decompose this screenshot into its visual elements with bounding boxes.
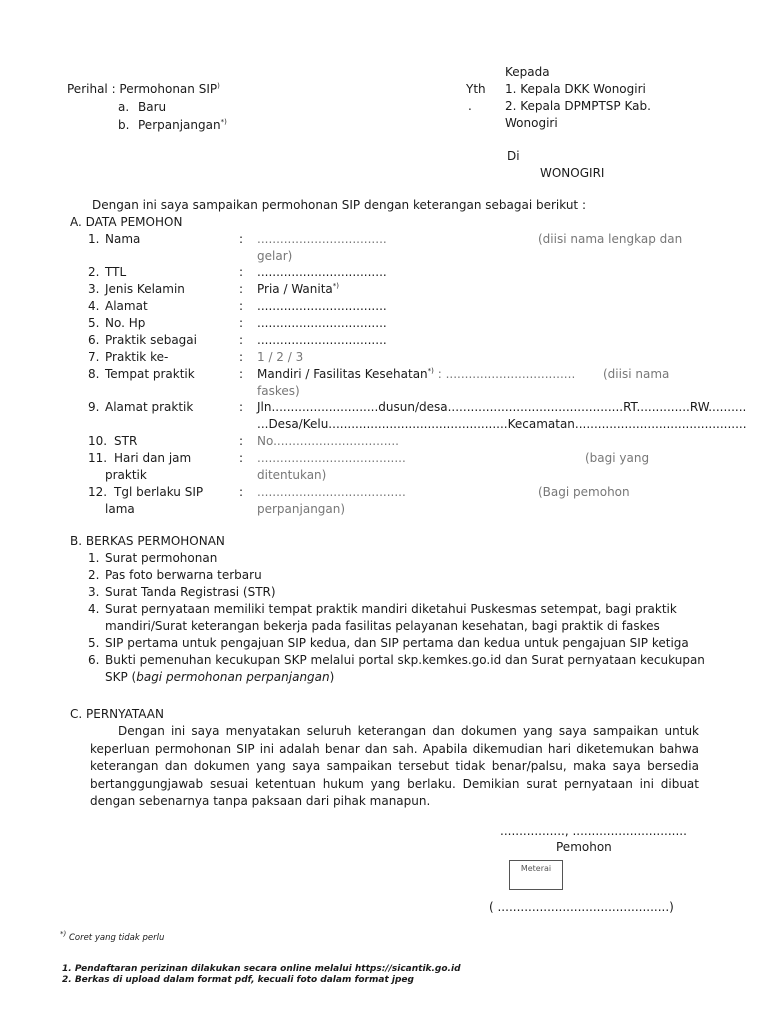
field-colon: : bbox=[239, 350, 244, 364]
field-value-text: Pria / Wanita bbox=[257, 282, 333, 296]
field-value bbox=[257, 399, 746, 416]
field-value bbox=[257, 332, 387, 349]
field-value-text: 1 / 2 / 3 bbox=[257, 350, 304, 364]
field-note: (Bagi pemohon bbox=[538, 485, 630, 499]
field-value-text: Jln............................dusun/desa..............................................RT..............RW.......... bbox=[257, 400, 747, 414]
field-value-text: ....................................... bbox=[257, 451, 406, 465]
perihal-sup: ) bbox=[217, 82, 220, 90]
field-label: Alamat bbox=[105, 299, 148, 313]
field-number: 2. bbox=[88, 265, 100, 279]
field-colon: : bbox=[239, 451, 244, 465]
field-note: (diisi nama bbox=[603, 367, 670, 381]
intro-text: Dengan ini saya sampaikan permohonan SIP dengan keterangan sebagai berikut : bbox=[92, 198, 586, 212]
field-value-text: No................................. bbox=[257, 434, 399, 448]
pernyataan-paragraph: Dengan ini saya menyatakan seluruh keterangan dan dokumen yang saya sampaikan untuk keperluan permohonan SIP ini adalah benar dan sah. Apabila dikemudian hari diketemukan bahwa keterangan dan dokumen yang saya sampaikan tersebut tidak benar/palsu, maka saya bersedia bertanggungjawab sesuai ketentuan hukum yang berlaku. Demikian surat pernyataan ini dibuat dengan sebenarnya tanpa paksaan dari pihak manapun. bbox=[90, 724, 699, 808]
section-c-title: C. PERNYATAAN bbox=[70, 707, 164, 721]
field-label: STR bbox=[114, 434, 138, 448]
berkas-item: Surat Tanda Registrasi (STR) bbox=[105, 585, 276, 599]
field-value-sup: *) bbox=[332, 282, 340, 290]
field-label: Nama bbox=[105, 232, 141, 246]
field-value-text: .................................. bbox=[257, 299, 387, 313]
field-label: Alamat praktik bbox=[105, 400, 194, 414]
field-number: 11. bbox=[88, 451, 108, 465]
field-note-cont: faskes) bbox=[257, 384, 300, 398]
field-number: 5. bbox=[88, 316, 100, 330]
field-label-cont: praktik bbox=[105, 468, 147, 482]
field-value bbox=[257, 298, 387, 315]
option-b-marker: b. bbox=[118, 118, 130, 132]
field-note: (diisi nama lengkap dan bbox=[538, 232, 683, 246]
footnote-2: 2. Berkas di upload dalam format pdf, kecuali foto dalam format jpeg bbox=[62, 975, 414, 985]
berkas-item-cont bbox=[105, 669, 334, 686]
signature-name-line: ( .............................................) bbox=[489, 900, 674, 914]
field-colon: : bbox=[239, 265, 244, 279]
kepada-label: Kepada bbox=[505, 65, 550, 79]
field-colon: : bbox=[239, 485, 244, 499]
field-value-text: .................................. bbox=[257, 333, 387, 347]
recipient-2: 2. Kepala DPMPTSP Kab. bbox=[505, 99, 651, 113]
field-value-sup: *) bbox=[427, 367, 434, 375]
meterai-box: Meterai bbox=[509, 860, 563, 890]
field-value-text: .................................. bbox=[257, 265, 387, 279]
field-label: Praktik sebagai bbox=[105, 333, 197, 347]
place-date: ................., .............................. bbox=[500, 824, 687, 838]
field-number: 8. bbox=[88, 367, 100, 381]
field-value bbox=[257, 366, 575, 383]
field-label: Tempat praktik bbox=[105, 367, 195, 381]
field-number: 3. bbox=[88, 282, 100, 296]
field-colon: : bbox=[239, 299, 244, 313]
field-value bbox=[257, 433, 399, 450]
di-label: Di bbox=[507, 149, 520, 163]
field-note: (bagi yang bbox=[585, 451, 650, 465]
field-note-cont: perpanjangan) bbox=[257, 502, 346, 516]
berkas-number: 4. bbox=[88, 602, 100, 616]
field-value bbox=[257, 315, 387, 332]
field-colon: : bbox=[239, 333, 244, 347]
footnote-1: 1. Pendaftaran perizinan dilakukan secara online melalui https://sicantik.go.id bbox=[62, 964, 461, 974]
field-label: TTL bbox=[105, 265, 127, 279]
berkas-number: 2. bbox=[88, 568, 100, 582]
field-number: 1. bbox=[88, 232, 100, 246]
field-note-cont: gelar) bbox=[257, 249, 293, 263]
option-b-label: Perpanjangan bbox=[138, 118, 221, 132]
berkas-number: 6. bbox=[88, 653, 100, 667]
berkas-item: SIP pertama untuk pengajuan SIP kedua, dan SIP pertama dan kedua untuk pengajuan SIP ketiga bbox=[105, 636, 689, 650]
field-note-cont: ditentukan) bbox=[257, 468, 327, 482]
field-value bbox=[257, 484, 406, 501]
field-label: Praktik ke- bbox=[105, 350, 169, 364]
option-a-marker: a. bbox=[118, 100, 130, 114]
section-b-title: B. BERKAS PERMOHONAN bbox=[70, 534, 225, 548]
field-number: 10. bbox=[88, 434, 108, 448]
field-colon: : bbox=[239, 367, 244, 381]
field-label-cont: lama bbox=[105, 502, 135, 516]
field-label: Hari dan jam bbox=[114, 451, 192, 465]
field-number: 4. bbox=[88, 299, 100, 313]
field-colon: : bbox=[239, 434, 244, 448]
coret-sup: *) bbox=[60, 930, 67, 939]
field-colon: : bbox=[239, 316, 244, 330]
berkas-item: Bukti pemenuhan kecukupan SKP melalui portal skp.kemkes.go.id dan Surat pernyataan kecukupan bbox=[105, 653, 705, 667]
field-value bbox=[257, 264, 387, 281]
field-value-text: ....................................... bbox=[257, 485, 406, 499]
city-label: WONOGIRI bbox=[540, 166, 605, 180]
field-label: Tgl berlaku SIP bbox=[114, 485, 204, 499]
coret-note bbox=[60, 930, 165, 944]
field-colon: : bbox=[239, 232, 244, 246]
field-value bbox=[257, 349, 303, 366]
field-label: No. Hp bbox=[105, 316, 146, 330]
field-value-rest: : .................................. bbox=[433, 367, 576, 381]
berkas-item-cont-italic: bagi permohonan perpanjangan bbox=[136, 670, 330, 684]
field-value-text: .................................. bbox=[257, 232, 387, 246]
berkas-item-cont: mandiri/Surat keterangan bekerja pada fasilitas pelayanan kesehatan, bagi praktik di faskes bbox=[105, 619, 660, 633]
field-number: 12. bbox=[88, 485, 108, 499]
field-number: 7. bbox=[88, 350, 100, 364]
perihal-line bbox=[67, 81, 220, 98]
field-value bbox=[257, 281, 339, 298]
option-b-sup: *) bbox=[220, 118, 227, 126]
field-value bbox=[257, 231, 387, 248]
field-value-text: .................................. bbox=[257, 316, 387, 330]
field-number: 9. bbox=[88, 400, 100, 414]
field-number: 6. bbox=[88, 333, 100, 347]
coret-text: Coret yang tidak perlu bbox=[68, 933, 165, 943]
field-value-cont: ...Desa/Kelu...............................................Kecamatan............................................. bbox=[257, 417, 747, 431]
berkas-item: Surat pernyataan memiliki tempat praktik mandiri diketahui Puskesmas setempat, bagi praktik bbox=[105, 602, 677, 616]
perihal-label: Perihal : Permohonan SIP bbox=[67, 82, 218, 96]
yth-label: Yth bbox=[466, 82, 486, 96]
option-b bbox=[138, 117, 227, 134]
berkas-item-cont-pre: SKP ( bbox=[105, 670, 137, 684]
section-a-title: A. DATA PEMOHON bbox=[70, 215, 183, 229]
yth-dot: . bbox=[468, 99, 472, 113]
berkas-item-cont-post: ) bbox=[329, 670, 335, 684]
field-colon: : bbox=[239, 282, 244, 296]
berkas-item: Pas foto berwarna terbaru bbox=[105, 568, 262, 582]
field-value bbox=[257, 450, 406, 467]
field-label: Jenis Kelamin bbox=[105, 282, 185, 296]
berkas-number: 1. bbox=[88, 551, 100, 565]
recipient-1: 1. Kepala DKK Wonogiri bbox=[505, 82, 646, 96]
option-a: Baru bbox=[138, 100, 167, 114]
field-value-text: Mandiri / Fasilitas Kesehatan bbox=[257, 367, 428, 381]
pemohon-label: Pemohon bbox=[556, 840, 612, 854]
berkas-number: 5. bbox=[88, 636, 100, 650]
field-colon: : bbox=[239, 400, 244, 414]
berkas-number: 3. bbox=[88, 585, 100, 599]
recipient-2-cont: Wonogiri bbox=[505, 116, 558, 130]
berkas-item: Surat permohonan bbox=[105, 551, 218, 565]
